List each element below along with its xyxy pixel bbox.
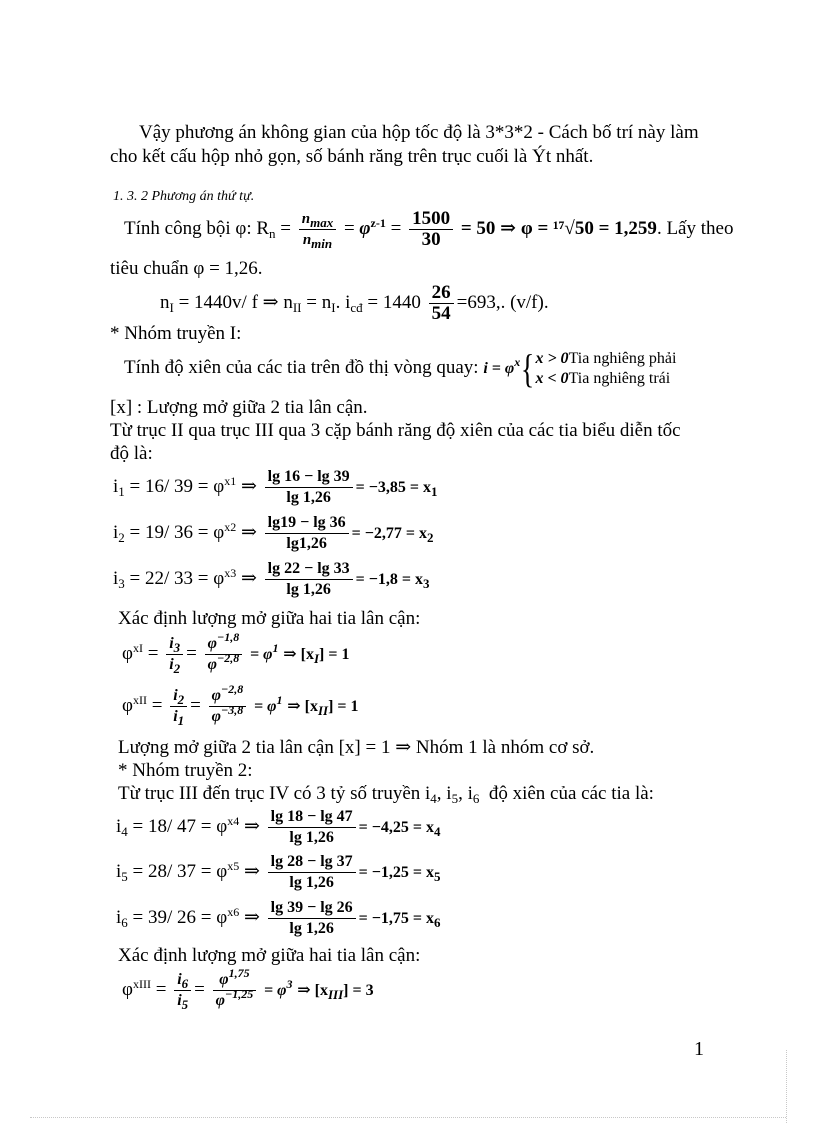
ratio-root: φ = ¹⁷√50 = 1,259 [520,218,657,239]
from-line-2: độ là: [110,443,153,464]
open-row-xiii: $\varphi^{xIII}$ = $\frac{i_6}{i_5}$ = $\frac{\varphi^{1,75}}{\varphi^{-1,25}}$ = $\varphi^3$ ⇒ $[x_{III}] = 3$ [122,966,374,1013]
ratio-fraction-values: $\frac{1500}{30}$ [409,209,453,250]
ratio-row-i3: $i_3 = 22/$ $33 = \varphi^{x3}$ ⇒ $\frac{\lg 22 - \lg 33}{\lg 1,26}$ = $-1,8 = x_3$ [113,560,430,599]
group2-title: * Nhóm truyền 2: [118,760,253,781]
ratio-row-i6: $i_6 = 39/$ $26 = \varphi^{x6}$ ⇒ $\frac{\lg 39 - \lg 26}{\lg 1,26}$ = $-1,75 = x_6$ [116,899,441,938]
group1-conclusion: Lượng mở giữa 2 tia lân cận [x] = 1 ⇒ Nhóm 1 là nhóm cơ sở. [118,737,595,758]
page-corner-divider [786,1050,787,1123]
ratio-standard: tiêu chuẩn φ = 1,26. [110,258,263,279]
intro-line-2: cho kết cấu hộp nhỏ gọn, số bánh răng trên trục cuối là Ýt nhất. [110,146,594,167]
slope-line: Tính độ xiên của các tia trên đồ thị vòng quay: $i = \varphi^x\{x > 0Tia$ nghiêng phải x < 0Tia nghiêng trái [124,345,677,391]
group2-open-title: Xác định lượng mở giữa hai tia lân cận: [118,945,421,966]
speed-fraction: $\frac{26}{54}$ [429,283,454,324]
section-heading: 1. 3. 2 Phương án thứ tự. [113,189,255,204]
open-row-xi: $\varphi^{xI}$ = $\frac{i_3}{i_2}$ = $\frac{\varphi^{-1,8}}{\varphi^{-2,8}}$ = $\varphi^1$ ⇒ $[x_I] = 1$ [122,630,350,677]
ratio-fraction-nmax: $\frac{n_{max}}{n_{min}}$ [299,209,336,250]
open-row-xii: $\varphi^{xII}$ = $\frac{i_2}{i_1}$ = $\frac{\varphi^{-2,8}}{\varphi^{-3,8}}$ = $\varphi^1$ ⇒ $[x_{II}] = 1$ [122,682,359,729]
page-number: 1 [694,1038,704,1060]
ratio-row-i5: $i_5 = 28/$ $37 = \varphi^{x5}$ ⇒ $\frac{\lg 28 - \lg 37}{\lg 1,26}$ = $-1,25 = x_5$ [116,853,441,892]
ratio-row-i1: $i_1 = 16/$ $39 = \varphi^{x1}$ ⇒ $\frac{\lg 16 - \lg 39}{\lg 1,26}$ = $-3,85 = x_1$ [113,468,438,507]
group1-title: * Nhóm truyền I: [110,323,242,344]
from-line-1: Từ trục II qua trục III qua 3 cặp bánh răng độ xiên của các tia biểu diễn tốc [110,420,681,441]
group1-open-title: Xác định lượng mở giữa hai tia lân cận: [118,608,421,629]
group2-from-line: Từ trục III đến trục IV có 3 tỷ số truyền $i_4$, $i_5$, $i_6$ độ xiên của các tia là: [118,783,654,806]
ratio-row-i4: $i_4 = 18/$ $47 = \varphi^{x4}$ ⇒ $\frac{\lg 18 - \lg 47}{\lg 1,26}$ = $-4,25 = x_4$ [116,808,441,847]
x-definition: [x] : Lượng mở giữa 2 tia lân cận. [110,397,368,418]
intro-line-1: Vậy phương án không gian của hộp tốc độ là 3*3*2 - Cách bố trí này làm [139,122,699,143]
page-bottom-divider [30,1117,786,1118]
speed-formula: $n_I = 1440v/$ f ⇒ $n_{II} = n_I$. $i_{cđ} = 1440$ $\frac{26}{54}$ =693,. (v/f). [160,282,549,325]
ratio-row-i2: $i_2 = 19/$ $36 = \varphi^{x2}$ ⇒ $\frac{\lg 19 - \lg 36}{\lg 1,26}$ = $-2,77 = x_2$ [113,514,434,553]
ratio-lead: Tính công bội φ: R [124,218,270,239]
ratio-formula: Tính công bội φ: $R_n$ = $\frac{n_{max}}{n_{min}}$ = $\varphi^{z-1}$ = $\frac{1500}{30}$ = 50 ⇒ φ = ¹⁷√50 = 1,259. Lấy theo [124,208,734,252]
